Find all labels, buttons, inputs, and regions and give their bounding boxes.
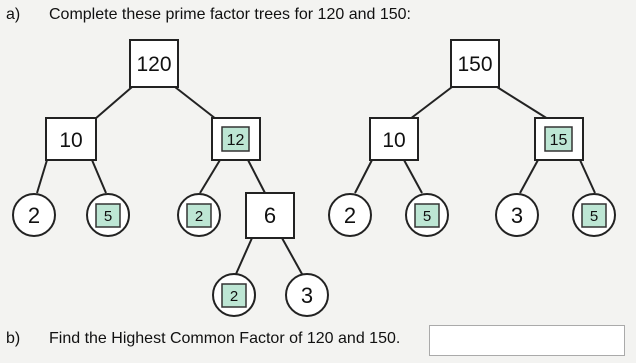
node-2-b xyxy=(178,194,220,236)
branch-6-3 xyxy=(282,238,302,274)
node-150 xyxy=(451,40,499,87)
node-12-value: 12 xyxy=(226,132,245,149)
node-5-b xyxy=(406,194,448,236)
question-a-label: a) xyxy=(6,6,21,23)
node-5-c-value: 5 xyxy=(589,208,599,225)
branch-10-5 xyxy=(92,160,106,193)
node-5-c xyxy=(573,194,615,236)
node-2-c-value: 2 xyxy=(229,288,239,305)
branch-150-15 xyxy=(497,87,548,119)
node-5-a xyxy=(87,194,129,236)
node-15 xyxy=(535,118,583,160)
branch-10b-2 xyxy=(355,160,372,193)
branch-10b-5 xyxy=(404,160,422,193)
node-2-c xyxy=(213,274,255,316)
node-10-right xyxy=(370,118,418,160)
node-15-value: 15 xyxy=(549,132,568,149)
branch-10-2 xyxy=(37,160,47,193)
node-10-right-value: 10 xyxy=(382,129,406,152)
node-3-a xyxy=(286,274,328,316)
node-5-b-value: 5 xyxy=(422,208,432,225)
node-2-a xyxy=(13,194,55,236)
node-3-b-value: 3 xyxy=(510,203,524,228)
question-b-text: Find the Highest Common Factor of 120 and 150. xyxy=(49,330,401,347)
node-12 xyxy=(212,118,260,160)
node-10-left xyxy=(46,118,96,160)
branch-15-3 xyxy=(520,160,538,193)
branch-12-6 xyxy=(248,160,265,193)
node-2-b-value: 2 xyxy=(194,208,204,225)
node-3-b xyxy=(496,194,538,236)
branch-120-10 xyxy=(95,87,132,119)
question-a-text: Complete these prime factor trees for 120 and 150: xyxy=(49,6,411,23)
question-b-label: b) xyxy=(6,330,21,347)
branch-150-10 xyxy=(410,87,452,119)
branch-6-2 xyxy=(236,238,252,274)
node-120-value: 120 xyxy=(136,53,172,76)
node-6-value: 6 xyxy=(263,203,277,228)
node-3-a-value: 3 xyxy=(300,283,314,308)
branch-120-12 xyxy=(175,87,216,119)
tree-120-branches xyxy=(37,87,302,274)
node-2-d xyxy=(329,194,371,236)
node-6 xyxy=(246,193,294,238)
node-150-value: 150 xyxy=(457,53,493,76)
branch-15-5 xyxy=(580,160,595,193)
node-5-a-value: 5 xyxy=(103,208,113,225)
node-120 xyxy=(130,40,178,87)
branch-12-2 xyxy=(200,160,220,193)
node-10-left-value: 10 xyxy=(59,129,83,152)
node-2-d-value: 2 xyxy=(343,203,357,228)
hcf-answer-input[interactable] xyxy=(429,325,625,356)
node-2-a-value: 2 xyxy=(27,203,41,228)
